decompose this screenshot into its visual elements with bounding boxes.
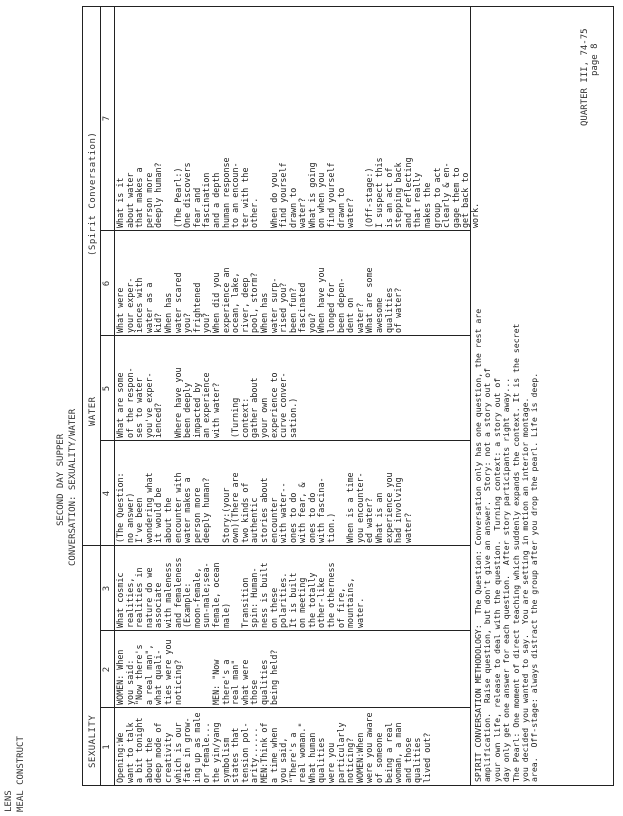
column-number: 6 bbox=[102, 280, 112, 287]
page-number: page 8 bbox=[590, 43, 600, 76]
column-text: What are some of the respon- ses to water you've exper- ienced? Where have you been deeply impacted by an experience with water? (Turning context: gather about your own experience to curve conver- sation.) bbox=[115, 367, 298, 438]
column-divider bbox=[100, 630, 470, 631]
column-divider bbox=[100, 440, 470, 441]
section-divider bbox=[100, 6, 101, 786]
column-text: What is it about water that makes a person more deeply human? (The Pearl:) One discovers fear and fascination and a depth human response to an encoun- ter with the other. When do you find yourself drawn to water? What is going on when you find yourself drawn to water? (Off-stage:) I suspect this is an act of stepping back and reflecting that really makes the group to act clearly & en- gage them to get back to work. bbox=[115, 157, 480, 228]
footer-divider bbox=[470, 6, 471, 786]
section-water: WATER bbox=[88, 396, 98, 426]
column-number: 7 bbox=[102, 115, 112, 122]
column-text: What were your exper- iences with water as a kid? When has water scared you? frightened you? When did you experience an ocean, lake, river, deep pool, storm? When has water surp- rised you? been fun? fascinated you? When have you longed for been depen- dent on water? What are some awesome qualities of water? bbox=[115, 267, 404, 333]
column-divider bbox=[100, 230, 470, 231]
column-text: Opening:We want to talk a bit tonight about the deep mode of creativity which is our fate in grow- ing up as male or female... the yin/yang symbolism states that tension pol- arity...... MEN:Think of a time when you said, "There's a real woman." What human qualities were you particularly noticing? WOMEN:When were you aware of someone being a real woman, a man and those qualities lived out? bbox=[115, 712, 432, 783]
column-number: 2 bbox=[102, 666, 112, 673]
org-name: LENS bbox=[4, 790, 14, 812]
supper-title: SECOND DAY SUPPER bbox=[56, 433, 66, 526]
meal-construct-label: MEAL CONSTRUCT bbox=[16, 736, 26, 812]
column-divider bbox=[100, 335, 470, 336]
column-number: 5 bbox=[102, 385, 112, 392]
column-divider bbox=[100, 707, 470, 708]
quarter-label: QUARTER III, 74-75 bbox=[580, 28, 590, 126]
column-text: (The Question: no answer) I've been wondering what it would be about the encounter with water makes a person more deeply human? Story:(your own)(There are two kinds of authentic stories about encounter with water-- ones to do with fear, & ones to do with fascina- tion.) When is a time you encounter- ed water? What is an experience you had involving water? bbox=[115, 472, 413, 543]
column-number: 1 bbox=[102, 744, 112, 750]
column-number: 3 bbox=[102, 585, 112, 592]
section-split bbox=[82, 545, 470, 546]
column-text: WOMEN: When you said: "Now there's a real man", what quali- ties were you noticing? MEN: "Now there's a real man" what were those qualities being held? bbox=[115, 639, 279, 705]
column-number: 4 bbox=[102, 490, 112, 497]
section-spirit: (Spirit Conversation) bbox=[88, 131, 98, 256]
section-sexuality: SEXUALITY bbox=[88, 714, 98, 768]
methodology-footer: SPIRIT CONVERSATION METHODOLOGY: The Question: Conversation only has one question, the rest are amplification. Raise question, but don't give an answer. Story: not a story out of your own life, release to deal with the question. Turning context: a story out of day only get one answer for each question. After story participants right away... The Pearl: One moment of direct teaching which suddenly expands the context. It is the secret you decided you wanted to say. You are setting in motion an interior montage. area. Off-stage: always distract the group after you drop the pearl. Life is deep. bbox=[473, 308, 540, 782]
conversation-title: CONVERSATION: SEXUALITY/WATER bbox=[68, 408, 78, 566]
column-text: What cosmic realities, realities in nature do we associate with maleness and femaleness (Example: moon-female, sun-male;sea- female, ocean male) Transition spin: Human- ness is built on these polarities. It is built on meeting the totally other-like the otherness of fire, mountains, water. bbox=[115, 557, 365, 628]
